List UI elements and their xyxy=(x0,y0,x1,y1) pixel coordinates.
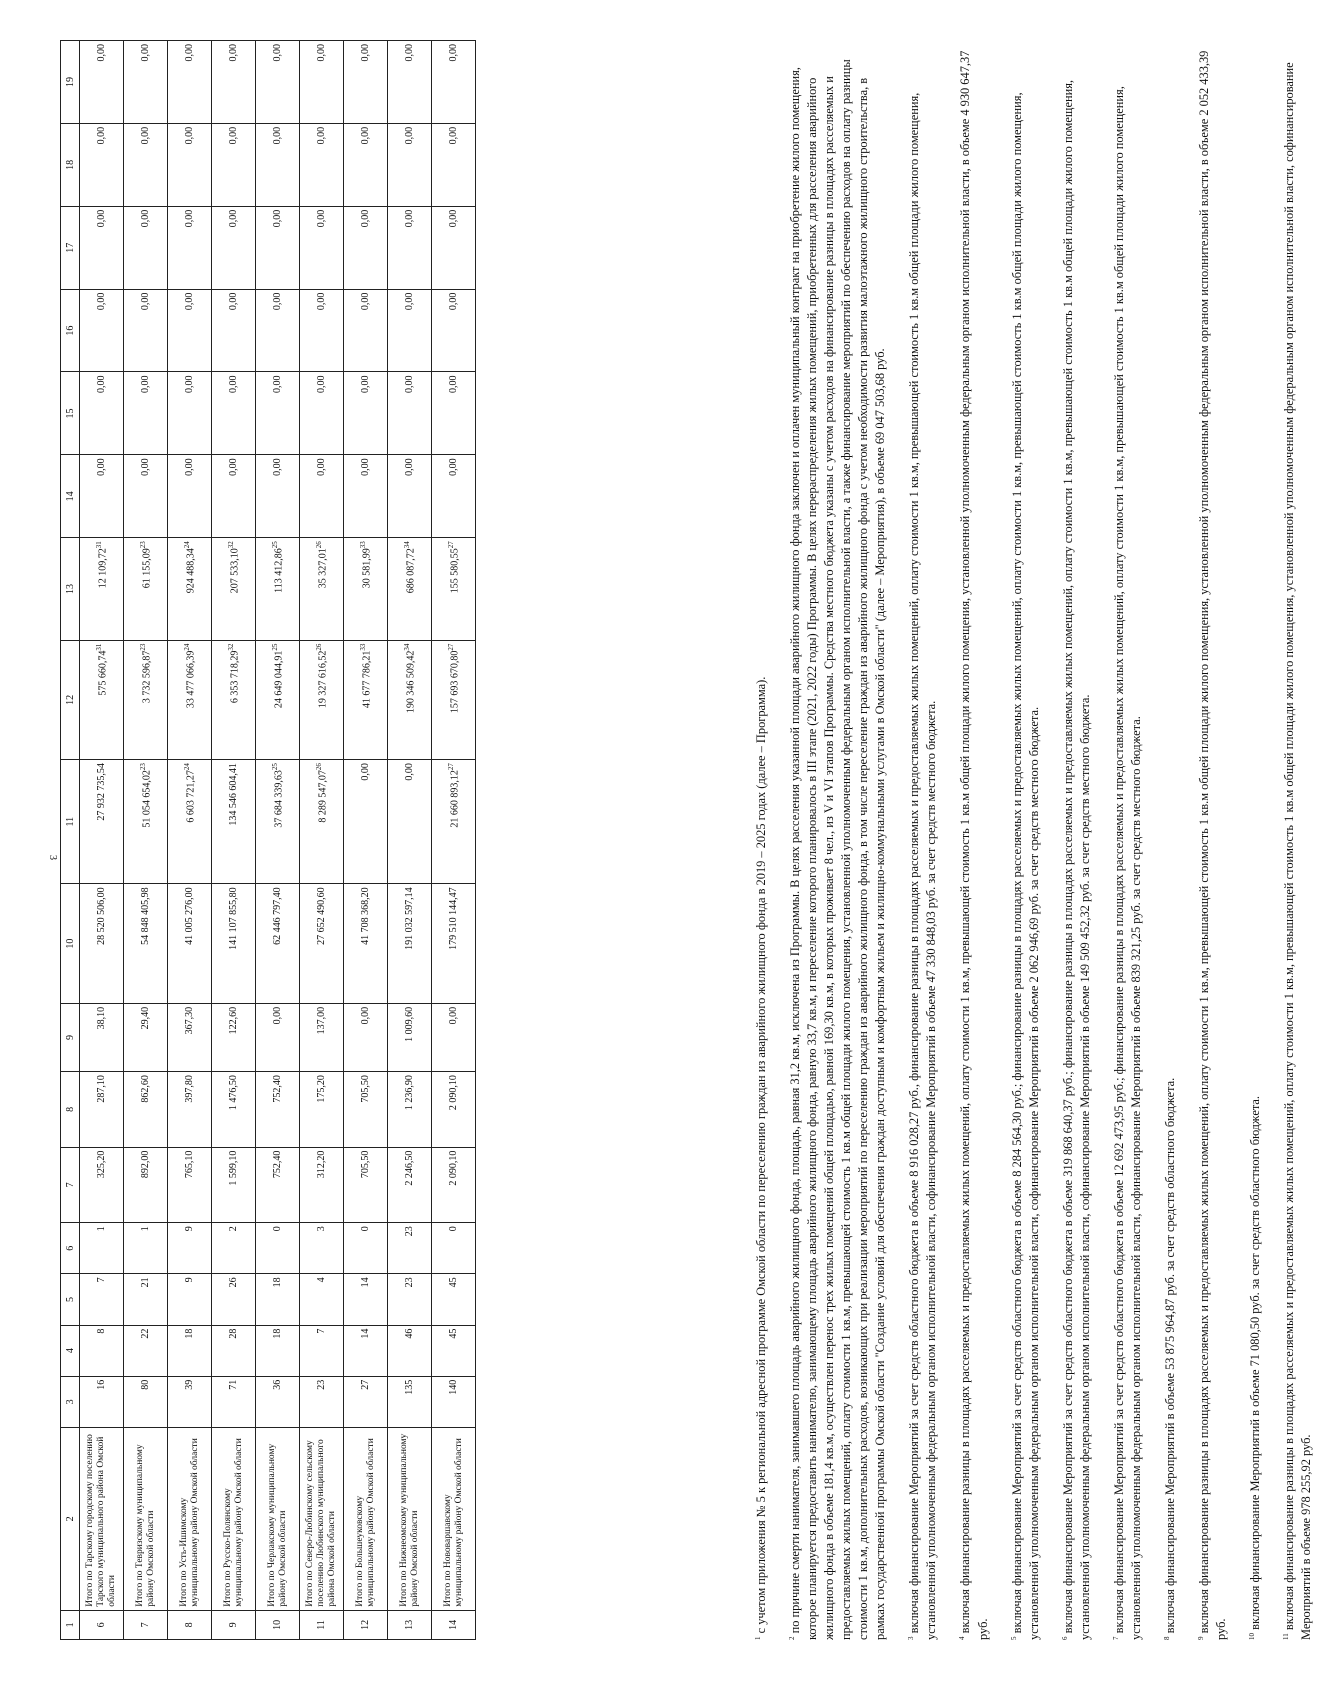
footnote-number: 11 xyxy=(1282,1633,1291,1640)
column-header-18: 18 xyxy=(61,123,80,206)
cell-c6: 9 xyxy=(168,1223,212,1274)
footnote-text: включая финансирование Мероприятий за счет средств областного бюджета в объеме 12 692 473,95 руб.; финансирование разницы в площадях расселяемых и предоставляемых жилых помещений, оплату стоимости 1 кв.м, превышающей стоимость 1 кв.м общей площади жилого помещения, установленной уполномоченным федеральным органом исполнительной власти, софинансирование Мероприятий в объеме 839 321,25 руб. за счет средств местного бюджета. xyxy=(1111,86,1143,1640)
column-header-1: 1 xyxy=(61,1610,80,1639)
cell-c11: 134 546 604,41 xyxy=(212,760,256,884)
cell-c14: 0,00 xyxy=(168,455,212,538)
footnote-number: 7 xyxy=(1111,1636,1120,1640)
footnote-ref: 26 xyxy=(314,541,323,549)
cell-c10: 191 032 597,14 xyxy=(388,884,432,1003)
footnote-ref: 23 xyxy=(138,763,147,771)
cell-c3: 27 xyxy=(344,1376,388,1427)
footnote-ref: 25 xyxy=(270,541,279,549)
cell-c15: 0,00 xyxy=(212,372,256,455)
cell-c5: 21 xyxy=(124,1274,168,1325)
cell-c17: 0,00 xyxy=(300,206,344,289)
municipality-name: Итого по Нижнеомскому муниципальному району Омской области xyxy=(388,1427,432,1610)
row-number: 11 xyxy=(300,1610,344,1639)
cell-c13: 686 087,72$^{34}$ xyxy=(388,538,432,640)
table-row xyxy=(124,41,168,1640)
row-number: 8 xyxy=(168,1610,212,1639)
cell-c18: 0,00 xyxy=(80,123,124,206)
column-header-9: 9 xyxy=(61,1003,80,1071)
cell-c14: 0,00 xyxy=(256,455,300,538)
footnote xyxy=(784,40,889,1640)
cell-c14: 0,00 xyxy=(124,455,168,538)
cell-c6: 0 xyxy=(344,1223,388,1274)
footnote xyxy=(1108,40,1145,1640)
cell-c17: 0,00 xyxy=(432,206,476,289)
footnote-number: 3 xyxy=(907,1636,916,1640)
cell-c14: 0,00 xyxy=(432,455,476,538)
footnote-text: включая финансирование Мероприятий за счет средств областного бюджета в объеме 319 868 640,37 руб.; финансирование разницы в площадях расселяемых и предоставляемых жилых помещений, оплату стоимости 1 кв.м, превышающей стоимость 1 кв.м общей площади жилого помещения, установленной уполномоченным федеральным органом исполнительной власти, софинансирование Мероприятий в объеме 149 509 452,32 руб. за счет средств местного бюджета. xyxy=(1060,80,1092,1640)
cell-c13: 12 109,72$^{31}$ xyxy=(80,538,124,640)
cell-c19: 0,00 xyxy=(432,41,476,124)
cell-c8: 287,10 xyxy=(80,1072,124,1148)
footnote-ref: 27 xyxy=(446,541,455,549)
cell-c13: 207 533,10$^{32}$ xyxy=(212,538,256,640)
footnote-ref: 23 xyxy=(138,643,147,651)
cell-c10: 27 652 490,60 xyxy=(300,884,344,1003)
data-table xyxy=(60,40,476,1640)
column-header-8: 8 xyxy=(61,1072,80,1148)
cell-c8: 2 090,10 xyxy=(432,1072,476,1148)
cell-c7: 2 246,50 xyxy=(388,1147,432,1223)
cell-c12: 157 693 670,80$^{27}$ xyxy=(432,640,476,759)
footnote-ref: 24 xyxy=(182,643,191,651)
footnote-ref: 26 xyxy=(314,643,323,651)
cell-c7: 325,20 xyxy=(80,1147,124,1223)
municipality-name: Итого по Большеуковскому муниципальному району Омской области xyxy=(344,1427,388,1610)
table-row xyxy=(300,41,344,1640)
cell-c17: 0,00 xyxy=(344,206,388,289)
cell-c14: 0,00 xyxy=(212,455,256,538)
footnote-number: 5 xyxy=(1009,1636,1018,1640)
cell-c13: 30 581,99$^{33}$ xyxy=(344,538,388,640)
cell-c5: 26 xyxy=(212,1274,256,1325)
column-header-4: 4 xyxy=(61,1325,80,1376)
footnote xyxy=(954,40,991,1640)
cell-c6: 3 xyxy=(300,1223,344,1274)
footnote-ref: 31 xyxy=(94,541,103,549)
column-header-17: 17 xyxy=(61,206,80,289)
table-row xyxy=(256,41,300,1640)
cell-c5: 7 xyxy=(80,1274,124,1325)
cell-c18: 0,00 xyxy=(344,123,388,206)
footnote xyxy=(1159,40,1179,1640)
footnote xyxy=(903,40,940,1640)
column-header-13: 13 xyxy=(61,538,80,640)
cell-c3: 80 xyxy=(124,1376,168,1427)
cell-c16: 0,00 xyxy=(168,289,212,372)
cell-c8: 752,40 xyxy=(256,1072,300,1148)
cell-c12: 575 660,74$^{31}$ xyxy=(80,640,124,759)
cell-c9: 122,60 xyxy=(212,1003,256,1071)
column-header-6: 6 xyxy=(61,1223,80,1274)
row-number: 12 xyxy=(344,1610,388,1639)
column-header-12: 12 xyxy=(61,640,80,759)
cell-c12: 3 732 596,87$^{23}$ xyxy=(124,640,168,759)
footnote-text: включая финансирование Мероприятий в объеме 53 875 964,87 руб. за счет средств областного бюджета. xyxy=(1163,1077,1177,1637)
cell-c6: 1 xyxy=(124,1223,168,1274)
cell-c19: 0,00 xyxy=(124,41,168,124)
cell-c17: 0,00 xyxy=(80,206,124,289)
municipality-name: Итого по Тевризскому муниципальному району Омской области xyxy=(124,1427,168,1610)
cell-c17: 0,00 xyxy=(168,206,212,289)
cell-c8: 175,20 xyxy=(300,1072,344,1148)
cell-c18: 0,00 xyxy=(168,123,212,206)
cell-c13: 924 488,34$^{24}$ xyxy=(168,538,212,640)
cell-c10: 41 708 368,20 xyxy=(344,884,388,1003)
cell-c10: 62 446 797,40 xyxy=(256,884,300,1003)
cell-c5: 9 xyxy=(168,1274,212,1325)
footnote-text: включая финансирование Мероприятий в объеме 71 080,50 руб. за счет средств областного бюджета. xyxy=(1248,1096,1263,1633)
cell-c12: 19 327 616,52$^{26}$ xyxy=(300,640,344,759)
footnote-ref: 25 xyxy=(270,763,279,771)
footnote-number: 9 xyxy=(1197,1636,1205,1640)
table-row xyxy=(80,41,124,1640)
footnote-text: включая финансирование Мероприятий за счет средств областного бюджета в объеме 8 916 028,27 руб., финансирование разницы в площадях расселяемых и предоставляемых жилых помещений, оплату стоимости 1 кв.м, превышающей стоимость 1 кв.м общей площади жилого помещения, установленной уполномоченным федеральным органом исполнительной власти, софинансирование Мероприятий в объеме 47 330 848,03 руб. за счет средств местного бюджета. xyxy=(907,92,939,1640)
column-header-16: 16 xyxy=(61,289,80,372)
cell-c16: 0,00 xyxy=(124,289,168,372)
cell-c4: 28 xyxy=(212,1325,256,1376)
table-row xyxy=(168,41,212,1640)
table-row xyxy=(212,41,256,1640)
cell-c7: 892,00 xyxy=(124,1147,168,1223)
cell-c9: 367,30 xyxy=(168,1003,212,1071)
footnote-ref: 32 xyxy=(226,643,235,651)
footnote-number: 10 xyxy=(1248,1633,1257,1640)
cell-c14: 0,00 xyxy=(300,455,344,538)
footnote-ref: 24 xyxy=(182,541,191,549)
cell-c3: 71 xyxy=(212,1376,256,1427)
cell-c15: 0,00 xyxy=(300,372,344,455)
cell-c16: 0,00 xyxy=(300,289,344,372)
cell-c8: 862,60 xyxy=(124,1072,168,1148)
cell-c3: 39 xyxy=(168,1376,212,1427)
cell-c5: 23 xyxy=(388,1274,432,1325)
footnote-text: включая финансирование разницы в площадях расселяемых и предоставляемых жилых помещений, оплату стоимости 1 кв.м, превышающей стоимость 1 кв.м общей площади жилого помещения, установленной уполномоченным федеральным органом исполнительной власти, софинансирование Мероприятий в объеме 978 255,92 руб. xyxy=(1282,62,1314,1640)
cell-c6: 23 xyxy=(388,1223,432,1274)
row-number: 9 xyxy=(212,1610,256,1639)
cell-c17: 0,00 xyxy=(256,206,300,289)
footnote-ref: 34 xyxy=(402,541,411,549)
cell-c5: 4 xyxy=(300,1274,344,1325)
footnote xyxy=(1006,40,1043,1640)
cell-c18: 0,00 xyxy=(212,123,256,206)
cell-c10: 41 005 276,00 xyxy=(168,884,212,1003)
cell-c14: 0,00 xyxy=(388,455,432,538)
footnote-ref: 27 xyxy=(446,643,455,651)
footnote xyxy=(1057,40,1094,1640)
cell-c12: 41 677 786,21$^{33}$ xyxy=(344,640,388,759)
footnotes xyxy=(750,40,1329,1640)
cell-c12: 33 477 066,39$^{24}$ xyxy=(168,640,212,759)
cell-c3: 16 xyxy=(80,1376,124,1427)
rotated-page-content xyxy=(60,40,1314,1640)
table-header-row xyxy=(61,41,80,1640)
cell-c4: 18 xyxy=(168,1325,212,1376)
footnote xyxy=(1278,40,1315,1640)
cell-c10: 179 510 144,47 xyxy=(432,884,476,1003)
page-number: 3 xyxy=(47,855,58,860)
cell-c16: 0,00 xyxy=(256,289,300,372)
cell-c13: 155 580,55$^{27}$ xyxy=(432,538,476,640)
cell-c17: 0,00 xyxy=(388,206,432,289)
cell-c14: 0,00 xyxy=(80,455,124,538)
cell-c19: 0,00 xyxy=(388,41,432,124)
cell-c11: 0,00 xyxy=(388,760,432,884)
footnote-text: с учетом приложения № 5 к региональной адресной программе Омской области по переселению граждан из аварийного жилищного фонда в 2019 – 2025 годах (далее – Программа). xyxy=(754,676,769,1637)
cell-c15: 0,00 xyxy=(168,372,212,455)
cell-c3: 36 xyxy=(256,1376,300,1427)
cell-c6: 0 xyxy=(256,1223,300,1274)
cell-c15: 0,00 xyxy=(124,372,168,455)
cell-c4: 46 xyxy=(388,1325,432,1376)
cell-c9: 137,00 xyxy=(300,1003,344,1071)
cell-c9: 38,10 xyxy=(80,1003,124,1071)
cell-c5: 45 xyxy=(432,1274,476,1325)
cell-c19: 0,00 xyxy=(212,41,256,124)
municipality-name: Итого по Черлакскому муниципальному району Омской области xyxy=(256,1427,300,1610)
cell-c16: 0,00 xyxy=(212,289,256,372)
cell-c9: 1 009,60 xyxy=(388,1003,432,1071)
footnote-text: включая финансирование разницы в площадях расселяемых и предоставляемых жилых помещений, оплату стоимости 1 кв.м, превышающей стоимость 1 кв.м общей площади жилого помещения, установленной уполномоченным федеральным органом исполнительной власти, в объеме 2 052 433,39 руб. xyxy=(1197,50,1229,1640)
cell-c4: 14 xyxy=(344,1325,388,1376)
municipality-name: Итого по Северо-Любинскому сельскому поселению Любинского муниципального района Омской области xyxy=(300,1427,344,1610)
cell-c8: 1 476,50 xyxy=(212,1072,256,1148)
row-number: 10 xyxy=(256,1610,300,1639)
footnote xyxy=(750,40,770,1640)
cell-c13: 61 155,09$^{23}$ xyxy=(124,538,168,640)
footnote-ref: 25 xyxy=(270,643,279,651)
cell-c11: 51 054 654,02$^{23}$ xyxy=(124,760,168,884)
column-header-14: 14 xyxy=(61,455,80,538)
column-header-11: 11 xyxy=(61,760,80,884)
footnote-ref: 33 xyxy=(358,643,367,651)
cell-c7: 2 090,10 xyxy=(432,1147,476,1223)
footnote-text: включая финансирование Мероприятий за счет средств областного бюджета в объеме 8 284 564,30 руб.; финансирование разницы в площадях расселяемых и предоставляемых жилых помещений, оплату стоимости 1 кв.м, превышающей стоимость 1 кв.м общей площади жилого помещения, установленной уполномоченным федеральным органом исполнительной власти, софинансирование Мероприятий в объеме 2 062 946,69 руб. за счет средств местного бюджета. xyxy=(1009,92,1041,1640)
cell-c4: 45 xyxy=(432,1325,476,1376)
cell-c4: 18 xyxy=(256,1325,300,1376)
municipality-name: Итого по Русско-Полянскому муниципальному району Омской области xyxy=(212,1427,256,1610)
cell-c10: 28 520 506,00 xyxy=(80,884,124,1003)
cell-c9: 0,00 xyxy=(432,1003,476,1071)
cell-c13: 35 327,01$^{26}$ xyxy=(300,538,344,640)
cell-c7: 312,20 xyxy=(300,1147,344,1223)
cell-c12: 190 346 509,42$^{34}$ xyxy=(388,640,432,759)
cell-c18: 0,00 xyxy=(256,123,300,206)
footnote-number: 6 xyxy=(1060,1636,1069,1640)
cell-c5: 18 xyxy=(256,1274,300,1325)
cell-c19: 0,00 xyxy=(80,41,124,124)
column-header-10: 10 xyxy=(61,884,80,1003)
cell-c6: 1 xyxy=(80,1223,124,1274)
footnote-ref: 27 xyxy=(446,763,455,771)
footnote-text: по причине смерти нанимателя, занимавшего площадь аварийного жилищного фонда, площадь, равная 31,2 кв.м, исключена из Программы. В целях расселения указанной площади аварийного жилищного фонда заключен и оплачен муниципальный контракт на приобретение жилого помещения, которое планируется предоставить нанимателю, занимающему площадь аварийного жилищного фонда, равную 33,7 кв.м, и переселение которого планировалось в III этапе (2021, 2022 годы) Программы. В целях перераспределения жилых помещений, приобретенных для расселения аварийного жилищного фонда в объеме 181,4 кв.м, осуществлен перенос трех жилых помещений общей площадью, равной 169,30 кв.м, в которых проживает 8 чел., из V и VI этапов Программы. Средства местного бюджета указаны с учетом расходов на финансирование разницы в площадях расселяемых и предоставляемых жилых помещений, оплату стоимости 1 кв.м, превышающей стоимость 1 кв.м общей площади жилого помещения, установленной уполномоченным федеральным органом исполнительной власти, а также финансирование мероприятий по обеспечению расходов на оплату разницы стоимости 1 кв.м, дополнительных расходов, возникающих при реализации мероприятий по переселению граждан из аварийного жилищного фонда, в том числе переселение граждан из аварийного жилищного фонда с учетом необходимости развития малоэтажного жилищного строительства, в рамках государственной программы Омской области "Создание условий для обеспечения граждан доступным и комфортным жильем и жилищно-коммунальными услугами в Омской области" (далее – Мероприятия), в объеме 69 047 503,68 руб. xyxy=(788,59,888,1640)
table-row xyxy=(344,41,388,1640)
footnote-text: включая финансирование разницы в площадях расселяемых и предоставляемых жилых помещений, оплату стоимости 1 кв.м, превышающей стоимость 1 кв.м общей площади жилого помещения, установленной уполномоченным федеральным органом исполнительной власти, в объеме 4 930 647,37 руб. xyxy=(958,50,990,1640)
cell-c11: 27 932 735,54 xyxy=(80,760,124,884)
cell-c17: 0,00 xyxy=(212,206,256,289)
footnote xyxy=(1244,40,1264,1640)
cell-c4: 22 xyxy=(124,1325,168,1376)
cell-c18: 0,00 xyxy=(388,123,432,206)
cell-c6: 0 xyxy=(432,1223,476,1274)
cell-c12: 24 649 044,91$^{25}$ xyxy=(256,640,300,759)
cell-c15: 0,00 xyxy=(388,372,432,455)
cell-c15: 0,00 xyxy=(80,372,124,455)
table-row xyxy=(388,41,432,1640)
cell-c4: 8 xyxy=(80,1325,124,1376)
cell-c18: 0,00 xyxy=(432,123,476,206)
footnote-number: 1 xyxy=(754,1636,762,1640)
cell-c16: 0,00 xyxy=(80,289,124,372)
cell-c8: 1 236,90 xyxy=(388,1072,432,1148)
footnote-ref: 34 xyxy=(402,643,411,651)
column-header-5: 5 xyxy=(61,1274,80,1325)
cell-c6: 2 xyxy=(212,1223,256,1274)
cell-c19: 0,00 xyxy=(256,41,300,124)
cell-c4: 7 xyxy=(300,1325,344,1376)
footnote-ref: 26 xyxy=(314,763,323,771)
cell-c11: 6 603 721,27$^{24}$ xyxy=(168,760,212,884)
cell-c11: 21 660 893,12$^{27}$ xyxy=(432,760,476,884)
cell-c15: 0,00 xyxy=(344,372,388,455)
cell-c19: 0,00 xyxy=(344,41,388,124)
footnote-number: 8 xyxy=(1162,1636,1171,1640)
cell-c12: 6 353 718,29$^{32}$ xyxy=(212,640,256,759)
table-row xyxy=(432,41,476,1640)
cell-c3: 140 xyxy=(432,1376,476,1427)
municipality-name: Итого по Нововаршавскому муниципальному району Омской области xyxy=(432,1427,476,1610)
cell-c17: 0,00 xyxy=(124,206,168,289)
cell-c19: 0,00 xyxy=(168,41,212,124)
cell-c16: 0,00 xyxy=(388,289,432,372)
cell-c18: 0,00 xyxy=(300,123,344,206)
row-number: 6 xyxy=(80,1610,124,1639)
footnote-ref: 24 xyxy=(182,763,191,771)
cell-c8: 705,50 xyxy=(344,1072,388,1148)
cell-c16: 0,00 xyxy=(344,289,388,372)
footnote-ref: 23 xyxy=(138,541,147,549)
cell-c10: 141 107 855,80 xyxy=(212,884,256,1003)
cell-c3: 23 xyxy=(300,1376,344,1427)
table-body xyxy=(80,41,476,1640)
cell-c11: 0,00 xyxy=(344,760,388,884)
row-number: 7 xyxy=(124,1610,168,1639)
footnote-ref: 33 xyxy=(358,541,367,549)
cell-c8: 397,80 xyxy=(168,1072,212,1148)
footnote-number: 4 xyxy=(958,1636,967,1640)
cell-c16: 0,00 xyxy=(432,289,476,372)
cell-c15: 0,00 xyxy=(256,372,300,455)
cell-c3: 135 xyxy=(388,1376,432,1427)
column-header-3: 3 xyxy=(61,1376,80,1427)
row-number: 14 xyxy=(432,1610,476,1639)
cell-c15: 0,00 xyxy=(432,372,476,455)
cell-c10: 54 848 405,98 xyxy=(124,884,168,1003)
footnote xyxy=(1193,40,1230,1640)
municipality-name: Итого по Усть-Ишимскому муниципальному району Омской области xyxy=(168,1427,212,1610)
cell-c13: 113 412,86$^{25}$ xyxy=(256,538,300,640)
footnote-number: 2 xyxy=(788,1636,797,1640)
column-header-7: 7 xyxy=(61,1147,80,1223)
cell-c7: 1 599,10 xyxy=(212,1147,256,1223)
column-header-2: 2 xyxy=(61,1427,80,1610)
cell-c14: 0,00 xyxy=(344,455,388,538)
column-header-19: 19 xyxy=(61,41,80,124)
cell-c7: 752,40 xyxy=(256,1147,300,1223)
cell-c11: 37 684 339,63$^{25}$ xyxy=(256,760,300,884)
column-header-15: 15 xyxy=(61,372,80,455)
cell-c9: 0,00 xyxy=(344,1003,388,1071)
cell-c5: 14 xyxy=(344,1274,388,1325)
cell-c18: 0,00 xyxy=(124,123,168,206)
cell-c9: 29,40 xyxy=(124,1003,168,1071)
cell-c11: 8 289 547,07$^{26}$ xyxy=(300,760,344,884)
cell-c7: 765,10 xyxy=(168,1147,212,1223)
municipality-name: Итого по Тарскому городскому поселению Тарского муниципального района Омской области xyxy=(80,1427,124,1610)
cell-c9: 0,00 xyxy=(256,1003,300,1071)
cell-c7: 705,50 xyxy=(344,1147,388,1223)
footnote-ref: 31 xyxy=(94,643,103,651)
row-number: 13 xyxy=(388,1610,432,1639)
cell-c19: 0,00 xyxy=(300,41,344,124)
footnote-ref: 32 xyxy=(226,541,235,549)
